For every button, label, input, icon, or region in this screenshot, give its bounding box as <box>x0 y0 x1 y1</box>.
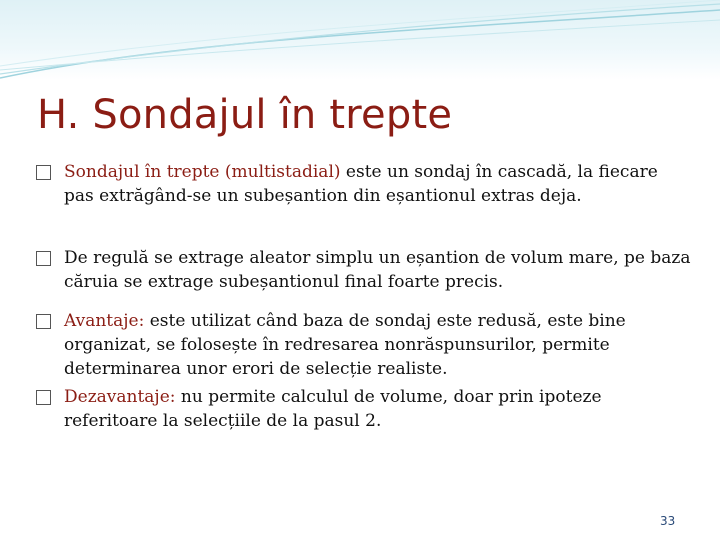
header-decoration <box>0 0 720 80</box>
bullet-square-icon <box>36 251 51 266</box>
bullet-text <box>36 246 691 294</box>
bullet-item-3 <box>36 309 691 381</box>
slide-title: H. Sondajul în trepte <box>37 92 453 138</box>
bullet-text <box>36 160 691 208</box>
bullet-lead: Dezavantaje: <box>64 387 176 407</box>
bullet-item-1 <box>36 160 691 208</box>
bullet-body: nu permite calculul de volume, doar prin ipoteze referitoare la selecțiile de la pasul 2. <box>64 387 602 431</box>
bullet-square-icon <box>36 390 51 405</box>
bullet-item-2 <box>36 246 691 294</box>
bullet-square-icon <box>36 165 51 180</box>
bullet-item-4 <box>36 385 691 433</box>
bullet-text <box>36 385 691 433</box>
bullet-body: este utilizat când baza de sondaj este redusă, este bine organizat, se folosește în redresarea nonrăspunsurilor, permite determinarea unor erori de selecție realiste. <box>64 311 626 379</box>
bullet-square-icon <box>36 314 51 329</box>
bullet-lead: Sondajul în trepte (multistadial) <box>64 162 341 182</box>
bullet-body: De regulă se extrage aleator simplu un eșantion de volum mare, pe baza căruia se extrage subeșantionul final foarte precis. <box>64 248 691 292</box>
page-number: 33 <box>660 514 676 528</box>
bullet-lead: Avantaje: <box>64 311 145 331</box>
wave-lines <box>0 0 720 80</box>
bullet-text <box>36 309 691 381</box>
bullet-body: este un sondaj în cascadă, la fiecare pas extrăgând-se un subeșantion din eșantionul extras deja. <box>64 162 658 206</box>
